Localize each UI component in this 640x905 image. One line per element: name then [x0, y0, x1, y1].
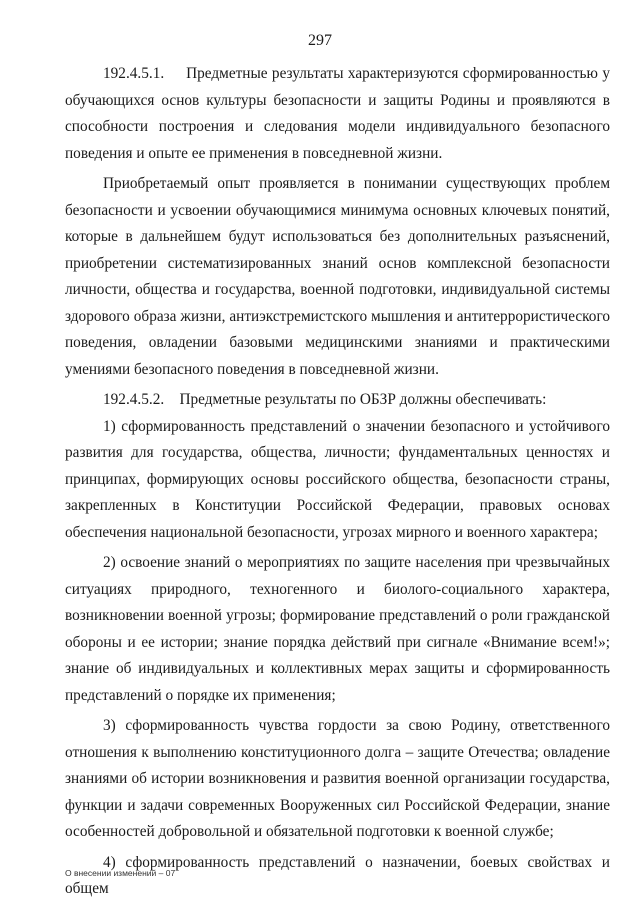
list-item-1: 1) сформированность представлений о значении безопасного и устойчивого развития для государства, общества, личности; фундаментальных ценностях и принципах, формирующих основы российского общества, безопасности страны, закрепленных в Конституции Российской Федерации, правовых основах обеспечения национальной безопасности, угрозах мирного и военного характера;: [65, 417, 610, 541]
paragraph-192-4-5-1: 192.4.5.1. Предметные результаты характеризуются сформированностью у обучающихся основ культуры безопасности и защиты Родины и проявляются в способности построения и следования модели индивидуального безопасного поведения и опыте ее применения в повседневной жизни.: [65, 65, 610, 162]
list-item-4: 4) сформированность представлений о назначении, боевых свойствах и общем: [65, 853, 610, 897]
document-body: [65, 61, 610, 903]
paragraph-192-4-5-2: 192.4.5.2. Предметные результаты по ОБЗР должны обеспечивать:: [103, 391, 547, 408]
paragraph-experience: Приобретаемый опыт проявляется в понимании существующих проблем безопасности и усвоении обучающимися минимума основных ключевых понятий, которые в дальнейшем будут использоваться без дополнительных разъяснений, приобретении систематизированных знаний основ комплексной безопасности личности, общества и государства, военной подготовки, индивидуальной системы здорового образа жизни, антиэкстремистского мышления и антитеррористического поведения, овладении базовыми медицинскими знаниями и практическими умениями безопасного поведения в повседневной жизни.: [65, 175, 610, 378]
list-item-2: 2) освоение знаний о мероприятиях по защите населения при чрезвычайных ситуациях природного, техногенного и биолого-социального характера, возникновении военной угрозы; формирование представлений о роли гражданской обороны и ее истории; знание порядка действий при сигнале «Внимание всем!»; знание об индивидуальных и коллективных мерах защиты и сформированность представлений о порядке их применения;: [65, 554, 610, 704]
page-number: 297: [308, 32, 332, 49]
footer-note: О внесении изменений – 07: [65, 868, 176, 878]
list-item-3: 3) сформированность чувства гордости за свою Родину, ответственного отношения к выполнению конституционного долга – защите Отечества; овладение знаниями об истории возникновения и развития военной организации государства, функции и задачи современных Вооруженных сил Российской Федерации, знание особенностей добровольной и обязательной подготовки к военной службе;: [65, 717, 610, 840]
